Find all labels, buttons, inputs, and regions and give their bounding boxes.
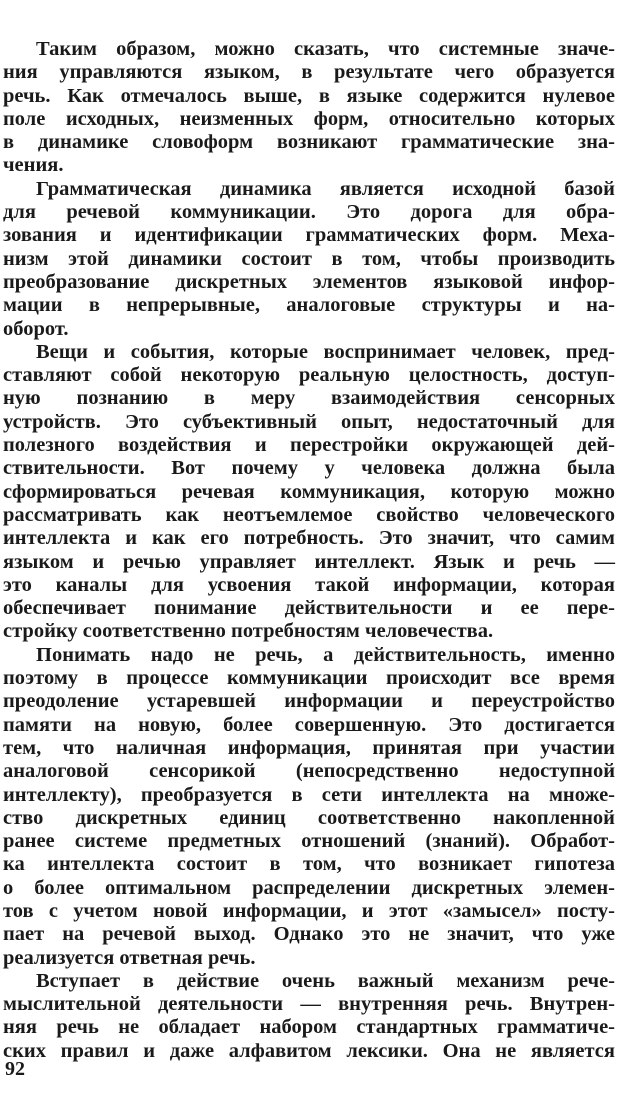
text-line: ранее системе предметных отношений (знаний). Обработ- — [3, 830, 615, 853]
text-line: пает на речевой выход. Однако это не значит, что уже — [3, 923, 615, 946]
text-line: Грамматическая динамика является исходной базой — [36, 177, 615, 200]
text-line: Вступает в действие очень важный механизм рече- — [36, 969, 615, 992]
page-body — [3, 38, 615, 1063]
text-line: речь. Как отмечалось выше, в языке содержится нулевое — [3, 84, 615, 107]
text-line: ство дискретных единиц соответственно накопленной — [3, 806, 615, 829]
text-line: о более оптимальном распределении дискретных элемен- — [3, 876, 615, 899]
text-line: мации в непрерывные, аналоговые структуры и на- — [3, 294, 615, 317]
text-line: это каналы для усвоения такой информации, которая — [3, 573, 615, 596]
text-line: в динамике словоформ возникают грамматические зна- — [3, 131, 615, 154]
text-line: поле исходных, неизменных форм, относительно которых — [3, 107, 615, 130]
text-line: реализуется ответная речь. — [3, 946, 256, 969]
text-line: ка интеллекта состоит в том, что возникает гипотеза — [3, 853, 615, 876]
text-line: стройку соответственно потребностям человечества. — [3, 620, 494, 643]
text-line: памяти на новую, более совершенную. Это достигается — [3, 713, 615, 736]
text-line: полезного воздействия и перестройки окружающей дей- — [3, 434, 615, 457]
text-line: преодоление устаревшей информации и переустройство — [3, 690, 615, 713]
text-line: рассматривать как неотъемлемое свойство человеческого — [3, 503, 615, 526]
text-line: Вещи и события, которые воспринимает человек, пред- — [36, 340, 615, 363]
text-line: ную познанию в меру взаимодействия сенсорных — [3, 387, 615, 410]
page-number: 92 — [5, 1058, 25, 1080]
text-line: для речевой коммуникации. Это дорога для обра- — [3, 201, 615, 224]
text-line: ния управляются языком, в результате чего образуется — [3, 61, 615, 84]
text-line: языком и речью управляет интеллект. Язык и речь — — [3, 550, 615, 573]
text-line: оборот. — [3, 317, 69, 340]
text-line: тов с учетом новой информации, и этот «замысел» посту- — [3, 899, 615, 922]
paragraph — [3, 178, 615, 341]
text-line: ствительности. Вот почему у человека должна была — [3, 457, 615, 480]
text-line: преобразование дискретных элементов языковой инфор- — [3, 270, 615, 293]
text-line: обеспечивает понимание действительности и ее пере- — [3, 597, 615, 620]
paragraph — [3, 341, 615, 644]
paragraph — [3, 644, 615, 970]
text-line: интеллекта и как его потребность. Это значит, что самим — [3, 527, 615, 550]
paragraph — [3, 38, 615, 178]
text-line: Понимать надо не речь, а действительность, именно — [36, 643, 615, 666]
text-line: тем, что наличная информация, принятая при участии — [3, 736, 615, 759]
text-line: зования и идентификации грамматических форм. Меха- — [3, 224, 615, 247]
text-line: няя речь не обладает набором стандартных грамматиче- — [3, 1016, 615, 1039]
text-line: устройств. Это субъективный опыт, недостаточный для — [3, 410, 615, 433]
text-line: сформироваться речевая коммуникация, которую можно — [3, 480, 615, 503]
text-line: чения. — [3, 154, 64, 177]
text-line: поэтому в процессе коммуникации происходит все время — [3, 667, 615, 690]
text-line: аналоговой сенсорикой (непосредственно недоступной — [3, 760, 615, 783]
text-line: ставляют собой некоторую реальную целостность, доступ- — [3, 364, 615, 387]
text-line: мыслительной деятельности — внутренняя речь. Внутрен- — [3, 993, 615, 1016]
text-line: Таким образом, можно сказать, что системные значе- — [36, 38, 615, 60]
text-line: интеллекту), преобразуется в сети интеллекта на множе- — [3, 783, 615, 806]
text-line: низм этой динамики состоит в том, чтобы производить — [3, 247, 615, 270]
text-line: ских правил и даже алфавитом лексики. Она не является — [3, 1039, 615, 1062]
paragraph — [3, 970, 615, 1063]
